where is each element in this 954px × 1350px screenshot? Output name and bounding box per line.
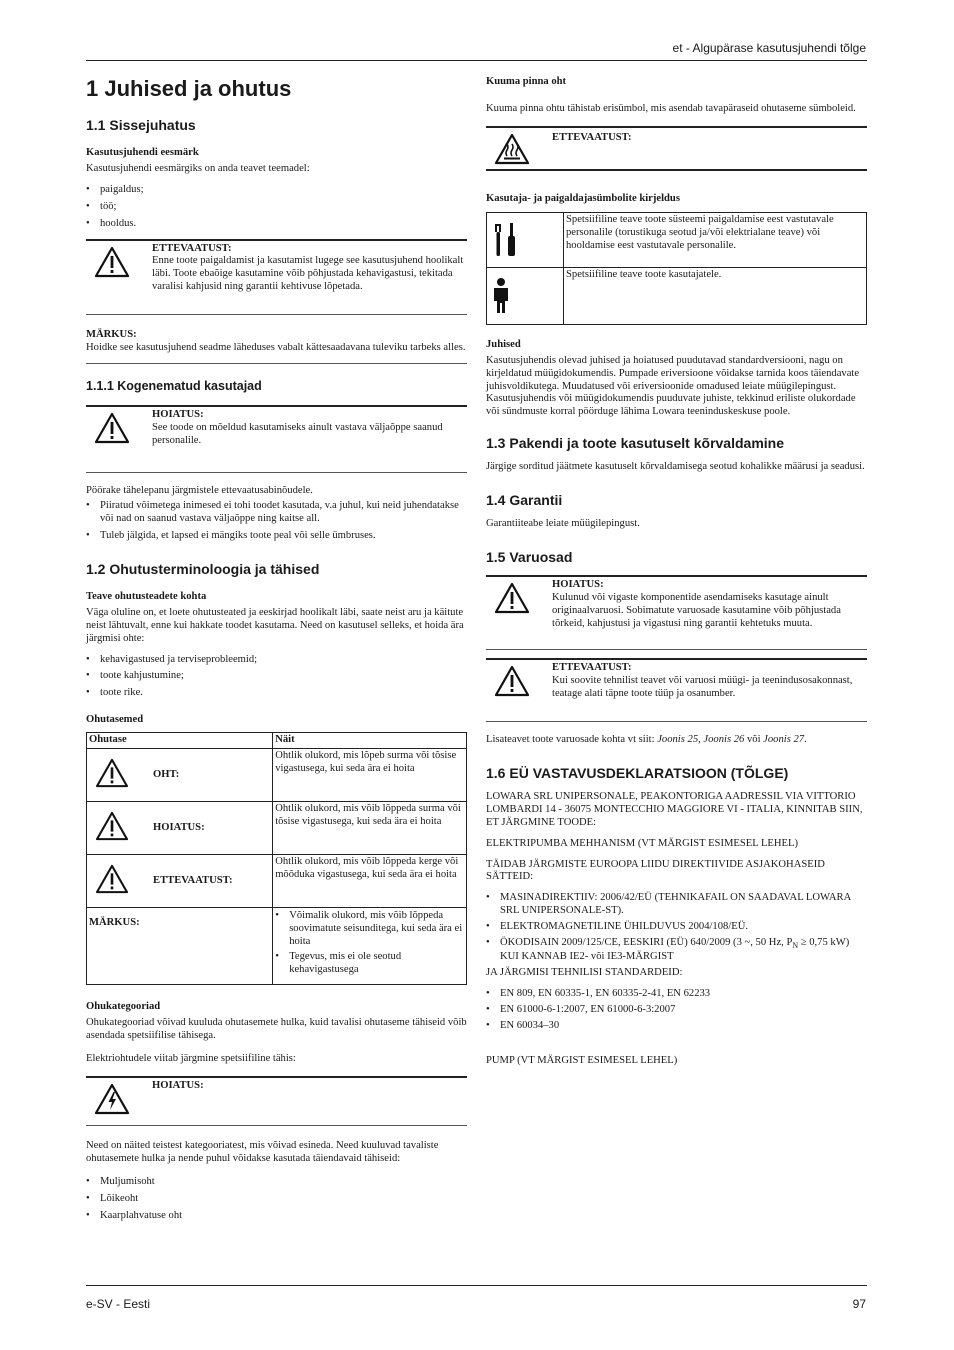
- notice-text: Enne toote paigaldamist ja kasutamist lugege see kasutusjuhend hoolikalt läbi. Toote ebaõige kasutamine võib põhjustada kehavigastusi, tekitada varalisi kahjusid ning garantii kehtivuse lõpetada.: [152, 255, 464, 293]
- warning-triangle-icon: [89, 864, 153, 899]
- bullet-list: [486, 988, 867, 1033]
- paragraph: Elektriohtudele viitab järgmine spetsiifiline tähis:: [86, 1052, 296, 1064]
- list-item: • Kaarplahvatuse oht: [86, 1210, 467, 1223]
- list-item: • Piiratud võimetega inimesed ei tohi toodet kasutada, v.a juhul, kui neid juhendatakse või nad on saanud vastava väljaõppe ning kaitse all.: [86, 500, 467, 526]
- section-heading-1-2: 1.2 Ohutusterminoloogia ja tähised: [86, 560, 320, 577]
- footer-rule: [86, 1285, 867, 1286]
- list-item: • Tegevus, mis ei ole seotud kehavigastusega: [275, 951, 464, 977]
- list-item: • hooldus.: [86, 218, 467, 231]
- subheading: Juhised: [486, 338, 521, 350]
- hazard-level-desc: Ohtlik olukord, mis võib lõppeda kerge või mõõduka vigastusega, kui seda ära ei hoita: [273, 855, 467, 908]
- bullet-list: [86, 184, 467, 231]
- table-row: [87, 749, 467, 802]
- section-heading-1-1-1: 1.1.1 Kogenematud kasutajad: [86, 379, 262, 394]
- list-item: • ELEKTROMAGNETILINE ÜHILDUVUS 2004/108/EÜ.: [486, 921, 867, 934]
- symbol-description: Spetsiifiline teave toote süsteemi paigaldamise eest vastutavale personalile (torustikuga seotud ja/või elektrialane teave) või hooldamise eest vastutavale personalile.: [564, 212, 867, 267]
- subheading: Ohukategooriad: [86, 1001, 161, 1013]
- user-symbols-table: [486, 212, 867, 325]
- paragraph: PUMP (VT MÄRGIST ESIMESEL LEHEL): [486, 1054, 678, 1066]
- subheading: Ohutasemed: [86, 714, 144, 726]
- table-header: Näit: [273, 733, 467, 749]
- hazard-levels-table: [86, 732, 467, 985]
- section-heading-1-5: 1.5 Varuosad: [486, 549, 573, 566]
- table-row: [87, 855, 467, 908]
- section-heading-1-4: 1.4 Garantii: [486, 492, 563, 509]
- hazard-level-desc: Ohtlik olukord, mis lõpeb surma või tõsise vigastusega, kui seda ära ei hoita: [273, 749, 467, 802]
- caution-notice: [486, 658, 867, 722]
- paragraph: LOWARA SRL UNIPERSONALE, PEAKONTORIGA AADRESSIL VIA VITTORIO LOMBARDI 14 - 36075 MONTECCHIO MAGGIORE VI - ITALIA, KINNITAB SIIN, ET JÄRGMINE TOODE:: [486, 790, 863, 828]
- page-number: 97: [852, 1297, 866, 1311]
- notice-title: ETTEVAATUST:: [552, 662, 632, 674]
- warning-triangle-icon: [486, 579, 552, 637]
- hazard-level-label: MÄRKUS:: [89, 917, 140, 929]
- section-heading-1-3: 1.3 Pakendi ja toote kasutuselt kõrvaldamine: [486, 435, 784, 452]
- subheading: Kasutaja- ja paigaldajasümbolite kirjeldus: [486, 192, 680, 204]
- spare-parts-reference: Lisateavet toote varuosade kohta vt siit: Joonis 25, Joonis 26 või Joonis 27.: [486, 733, 807, 745]
- notice-text: See toode on mõeldud kasutamiseks ainult vastava väljaõppe saanud personalile.: [152, 422, 443, 447]
- bullet-list: [275, 910, 464, 977]
- notice-text: Kulunud või vigaste komponentide asendamiseks kasutage ainult originaalvaruosi. Sobimatute varuosade kasutamine võib põhjustada tõrkeid, kahjustusi ja vigastusi ning garantii kehtetuks muuta.: [552, 592, 841, 630]
- note-text: Hoidke see kasutusjuhend seadme läheduses vabalt kättesaadavana tuleviku tarbeks alles.: [86, 342, 466, 354]
- symbol-description: Spetsiifiline teave toote kasutajatele.: [564, 267, 867, 324]
- list-item: • EN 809, EN 60335-1, EN 60335-2-41, EN 62233: [486, 988, 867, 1001]
- running-header: et - Algupärase kasutusjuhendi tõlge: [672, 41, 866, 55]
- warning-notice: [486, 575, 867, 650]
- warning-triangle-icon: [86, 409, 152, 454]
- paragraph: Järgige sorditud jäätmete kasutuselt kõrvaldamisega seotud kohalikke määrusi ja seadusi.: [486, 461, 865, 473]
- warning-triangle-icon: [89, 758, 153, 793]
- electric-hazard-icon: [86, 1080, 152, 1115]
- figure-reference-link[interactable]: Joonis 27: [763, 733, 805, 745]
- list-item: • MASINADIREKTIIV: 2006/42/EÜ (TEHNIKAFAIL ON SAADAVAL LOWARA SRL UNIPERSONALE-ST).: [486, 892, 867, 918]
- installer-tools-icon: [487, 212, 564, 267]
- footer-doc-label: e-SV - Eesti: [86, 1297, 151, 1311]
- subheading: Kuuma pinna oht: [486, 76, 567, 87]
- list-item: • toote rike.: [86, 687, 467, 700]
- bullet-list: [86, 654, 467, 701]
- bullet-list: [86, 1176, 467, 1223]
- list-item: • Muljumisoht: [86, 1176, 467, 1189]
- bullet-list: [486, 892, 867, 964]
- header-rule: [86, 60, 867, 61]
- paragraph: TÄIDAB JÄRGMISTE EUROOPA LIIDU DIREKTIIVIDE ASJAKOHASEID SÄTTEID:: [486, 858, 825, 883]
- paragraph: Kasutusjuhendi eesmärgiks on anda teavet teemadel:: [86, 162, 310, 174]
- list-item: • Võimalik olukord, mis võib lõppeda soovimatute seisunditega, kui seda ära ei hoita: [275, 910, 464, 949]
- figure-reference-link[interactable]: Joonis 25: [657, 733, 699, 745]
- bullet-list: [86, 500, 467, 543]
- notice-title: ETTEVAATUST:: [552, 131, 632, 143]
- right-column: [486, 76, 867, 1076]
- notice-title: HOIATUS:: [552, 579, 604, 591]
- table-header: Ohutase: [87, 733, 273, 749]
- list-item: • paigaldus;: [86, 184, 467, 197]
- paragraph: Väga oluline on, et loete ohutusteated ja eeskirjad hoolikalt läbi, saate neist aru ja käitute neist lähtuvalt, enne kui hakkate toodet kasutama. Need on kasutusel selleks, et hoida ära järgmisi ohte:: [86, 606, 464, 644]
- hazard-level-desc: Ohtlik olukord, mis võib lõppeda surma või tõsise vigastusega, kui seda ära ei hoita: [273, 802, 467, 855]
- hazard-level-label: ETTEVAATUST:: [153, 874, 233, 886]
- table-row: [87, 908, 467, 985]
- subheading: Teave ohutusteadete kohta: [86, 590, 207, 602]
- list-item: • Tuleb jälgida, et lapsed ei mängiks toote peal või selle ümbruses.: [86, 530, 467, 543]
- warning-notice: [86, 405, 467, 473]
- figure-reference-link[interactable]: Joonis 26: [703, 733, 745, 745]
- note-block: [86, 329, 467, 364]
- warning-triangle-icon: [486, 662, 552, 707]
- warning-triangle-icon: [86, 243, 152, 301]
- note-title: MÄRKUS:: [86, 329, 137, 341]
- caution-notice: [86, 239, 467, 316]
- paragraph: Need on näited teistest kategooriatest, mis võivad esineda. Need kuuluvad tavaliste ohutasemete hulka ja nende puhul võidakse kasutada täiendavaid tähiseid:: [86, 1139, 439, 1164]
- notice-title: HOIATUS:: [152, 409, 204, 421]
- hot-surface-caution-notice: [486, 126, 867, 171]
- table-row: [87, 802, 467, 855]
- notice-title: ETTEVAATUST:: [152, 242, 232, 254]
- list-item: • toote kahjustumine;: [86, 670, 467, 683]
- subheading: Kasutusjuhendi eesmärk: [86, 146, 199, 158]
- paragraph: Kasutusjuhendis olevad juhised ja hoiatused puudutavad standardversiooni, nagu on kirjeldatud müügidokumendis. Pumpade eriversioone võidakse tarnida koos täiendavate juhisvoldikutega. Muudatused või eriversioonide omadused leiate müügilepingust. Kasutusjuhendis või müügidokumendis puuduvate juhiste, tekkinud eriliste olukordade või sündmuste korral pöörduge lähima Lowara teeninduskeskuse poole.: [486, 354, 860, 418]
- section-heading-1-1: 1.1 Sissejuhatus: [86, 116, 196, 133]
- user-person-icon: [487, 267, 564, 324]
- hazard-level-label: HOIATUS:: [153, 821, 205, 833]
- paragraph: Pöörake tähelepanu järgmistele ettevaatusabinõudele.: [86, 485, 313, 497]
- notice-text: Kui soovite tehnilist teavet või varuosi müügi- ja teenindusosakonnast, teatage alati täpne toote tüüp ja osanumber.: [552, 674, 853, 699]
- list-item: • EN 61000-6-1:2007, EN 61000-6-3:2007: [486, 1004, 867, 1017]
- list-item: • kehavigastused ja terviseprobleemid;: [86, 654, 467, 667]
- list-item: • Lõikeoht: [86, 1193, 467, 1206]
- list-item: • ÖKODISAIN 2009/125/CE, EESKIRI (EÜ) 640/2009 (3 ~, 50 Hz, $P_N \ge 0,75$ kW) KUI KANNAB IE2- või IE3-MÄRGIST: [486, 937, 867, 964]
- paragraph: Garantiiteabe leiate müügilepingust.: [486, 518, 640, 530]
- list-item: • töö;: [86, 201, 467, 214]
- table-header-row: [87, 733, 467, 749]
- section-heading-1-6: 1.6 EÜ VASTAVUSDEKLARATSIOON (TÕLGE): [486, 764, 789, 781]
- declaration-of-conformity: [486, 791, 867, 1068]
- list-item: • EN 60034–30: [486, 1020, 867, 1033]
- paragraph: Kuuma pinna ohtu tähistab erisümbol, mis asendab tavapäraseid ohutaseme sümboleid.: [486, 102, 856, 114]
- table-row: [487, 212, 867, 267]
- table-row: [487, 267, 867, 324]
- notice-title: HOIATUS:: [152, 1079, 204, 1091]
- hazard-level-label: OHT:: [153, 768, 180, 780]
- warning-triangle-icon: [89, 811, 153, 846]
- chapter-title: 1 Juhised ja ohutus: [86, 76, 292, 101]
- left-column: [86, 72, 467, 1230]
- paragraph: JA JÄRGMISI TEHNILISI STANDARDEID:: [486, 966, 683, 978]
- paragraph: ELEKTRIPUMBA MEHHANISM (VT MÄRGIST ESIMESEL LEHEL): [486, 837, 799, 849]
- electrical-warning-notice: [86, 1076, 467, 1126]
- paragraph: Ohukategooriad võivad kuuluda ohutasemete hulka, kuid tavalisi ohutaseme tähiseid võib asendada spetsiifilise tähisega.: [86, 1017, 467, 1041]
- hot-surface-icon: [486, 130, 552, 165]
